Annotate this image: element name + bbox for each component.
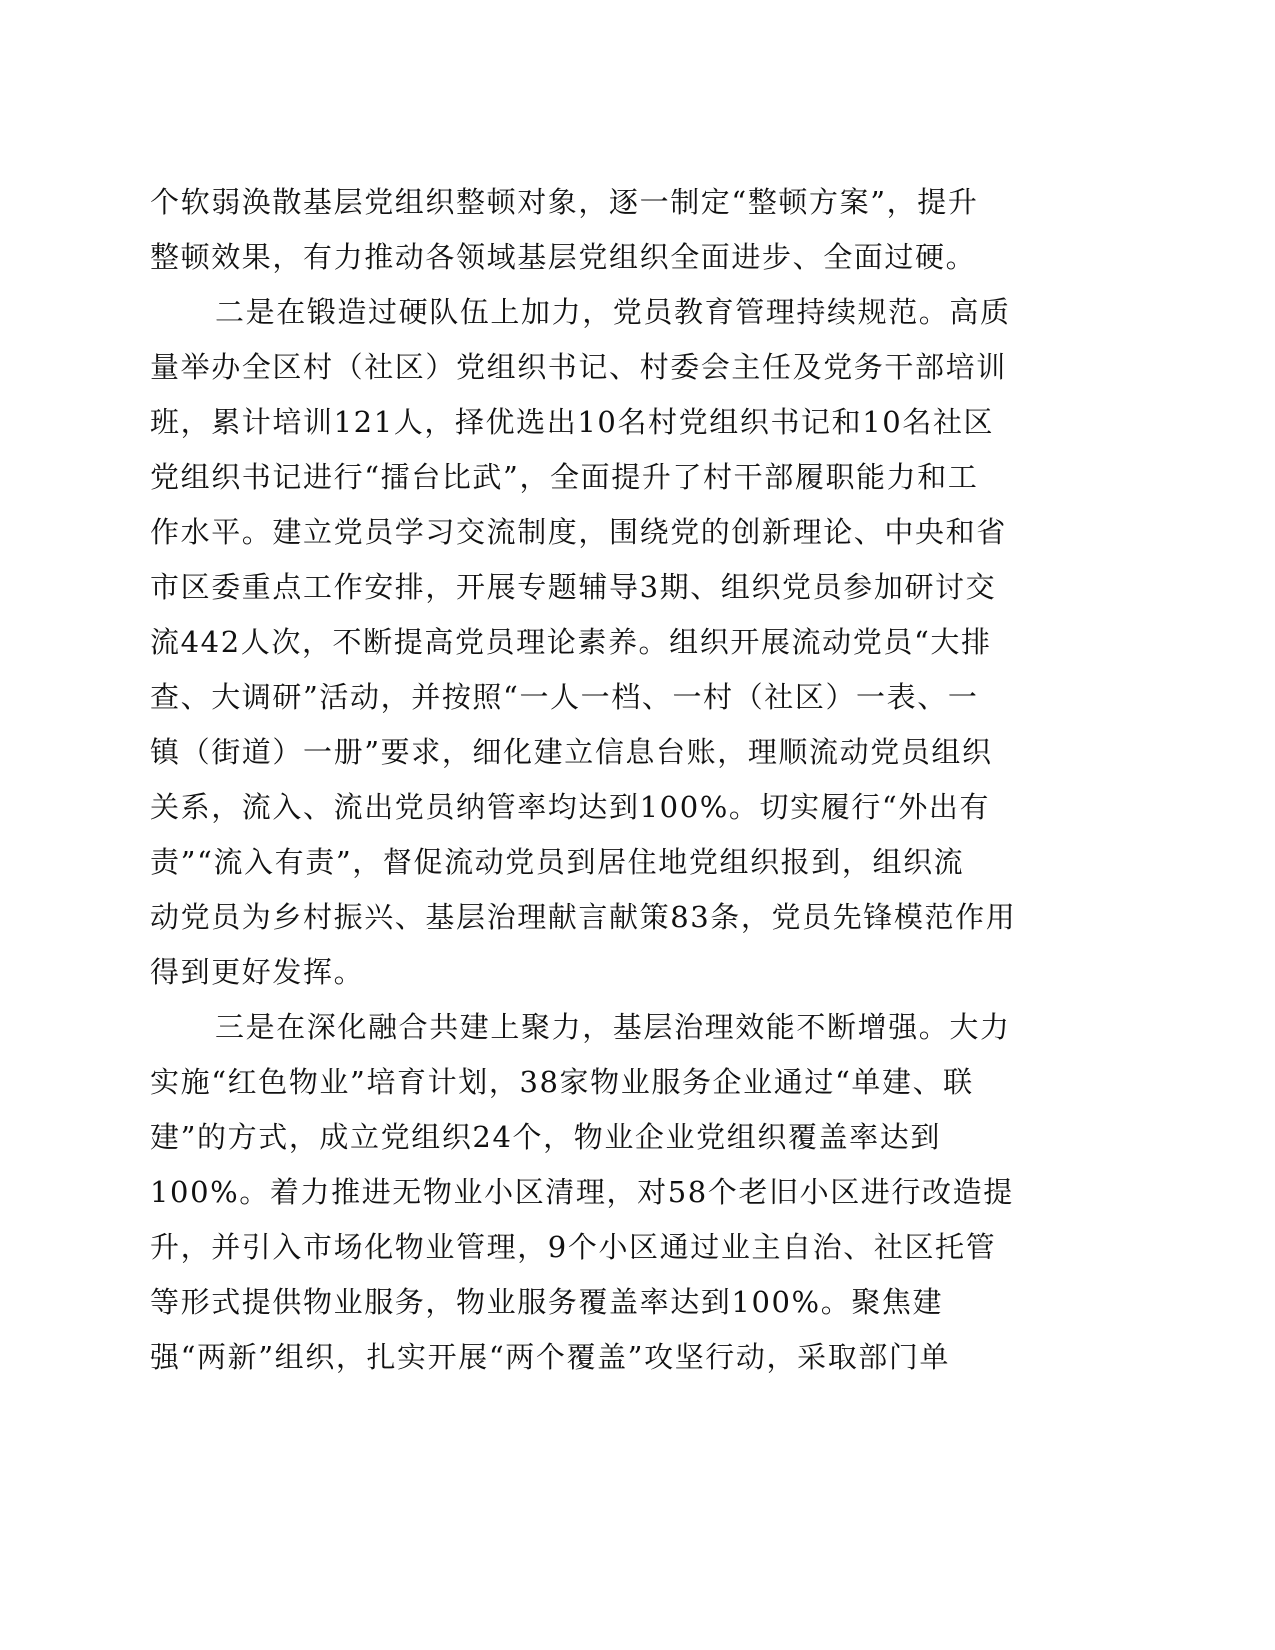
text-line: 建”的方式，成立党组织24个，物业企业党组织覆盖率达到 <box>150 1120 941 1154</box>
text-line: 量举办全区村（社区）党组织书记、村委会主任及党务干部培训 <box>150 350 1007 384</box>
paragraph-start-line: 三是在深化融合共建上聚力，基层治理效能不断增强。大力 <box>215 1010 1011 1044</box>
text-line: 流442人次，不断提高党员理论素养。组织开展流动党员“大排 <box>150 625 992 659</box>
text-line: 整顿效果，有力推动各领域基层党组织全面进步、全面过硬。 <box>150 240 977 274</box>
text-line: 动党员为乡村振兴、基层治理献言献策83条，党员先锋模范作用 <box>150 900 1017 934</box>
text-line: 查、大调研”活动，并按照“一人一档、一村（社区）一表、一 <box>150 680 979 714</box>
text-line: 市区委重点工作安排，开展专题辅导3期、组织党员参加研讨交 <box>150 570 997 604</box>
text-line: 党组织书记进行“擂台比武”，全面提升了村干部履职能力和工 <box>150 460 979 494</box>
text-line: 责”“流入有责”，督促流动党员到居住地党组织报到，组织流 <box>150 845 965 879</box>
text-line: 关系，流入、流出党员纳管率均达到100%。切实履行“外出有 <box>150 790 991 824</box>
text-line: 强“两新”组织，扎实开展“两个覆盖”攻坚行动，采取部门单 <box>150 1340 951 1374</box>
text-line: 个软弱涣散基层党组织整顿对象，逐一制定“整顿方案”，提升 <box>150 185 979 219</box>
text-line: 实施“红色物业”培育计划，38家物业服务企业通过“单建、联 <box>150 1065 974 1099</box>
text-line: 升，并引入市场化物业管理，9个小区通过业主自治、社区托管 <box>150 1230 997 1264</box>
paragraph-start-line: 二是在锻造过硬队伍上加力，党员教育管理持续规范。高质 <box>215 295 1011 329</box>
text-line: 作水平。建立党员学习交流制度，围绕党的创新理论、中央和省 <box>150 515 1007 549</box>
text-line: 镇（街道）一册”要求，细化建立信息台账，理顺流动党员组织 <box>150 735 993 769</box>
text-line: 班，累计培训121人，择优选出10名村党组织书记和10名社区 <box>150 405 995 439</box>
text-line: 等形式提供物业服务，物业服务覆盖率达到100%。聚焦建 <box>150 1285 944 1319</box>
text-line: 得到更好发挥。 <box>150 955 365 989</box>
text-line: 100%。着力推进无物业小区清理，对58个老旧小区进行改造提 <box>150 1175 1014 1209</box>
